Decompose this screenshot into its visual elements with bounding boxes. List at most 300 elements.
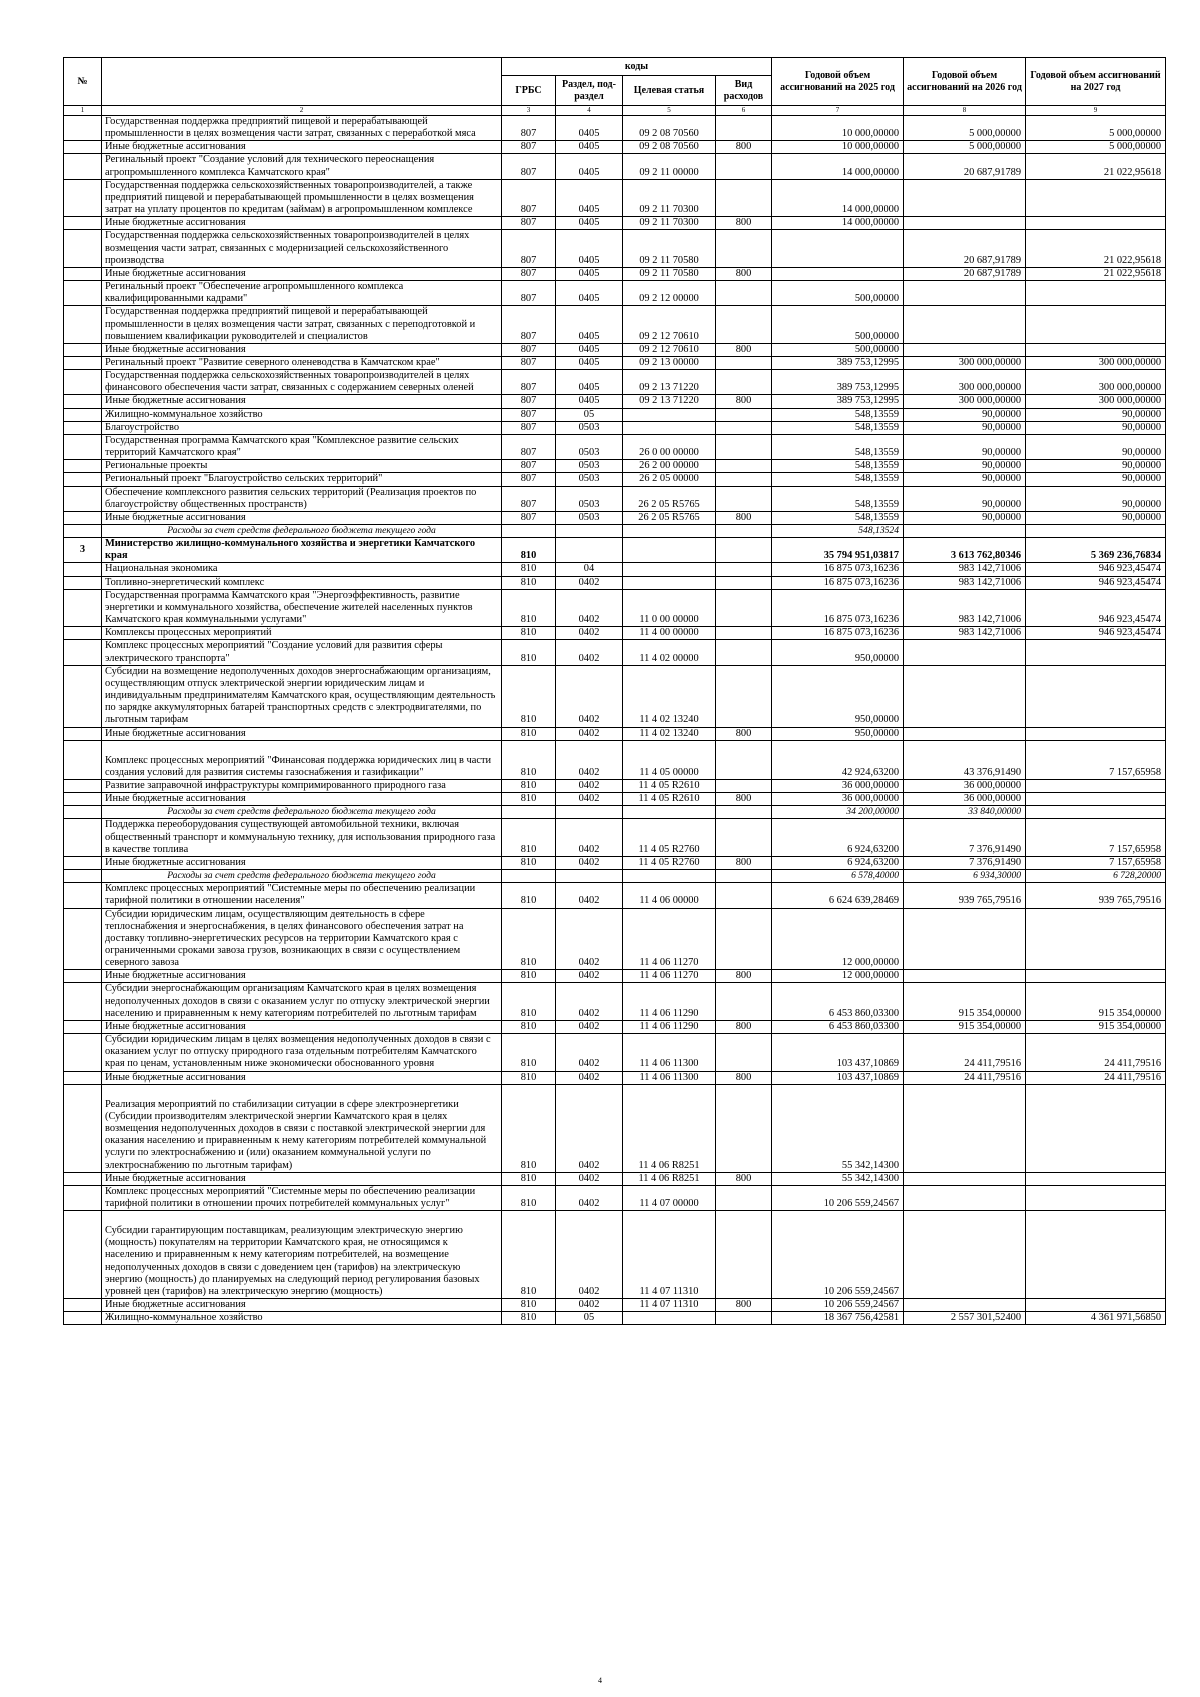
cell-section: 0405 [556, 179, 623, 216]
cell-2027: 5 000,00000 [1026, 116, 1166, 141]
cell-target: 09 2 13 00000 [623, 356, 716, 369]
cell-2027 [1026, 1172, 1166, 1185]
cell-kind: 800 [716, 970, 772, 983]
cell-grbs: 810 [502, 1020, 556, 1033]
cell-2025: 950,00000 [772, 727, 904, 740]
cell-kind: 800 [716, 343, 772, 356]
cell-kind [716, 740, 772, 779]
cell-2026: 983 142,71006 [904, 589, 1026, 626]
cell-section: 0402 [556, 627, 623, 640]
budget-table-sheet [63, 57, 1165, 1325]
cell-section: 0402 [556, 1299, 623, 1312]
cell-no [64, 473, 102, 486]
cell-2026: 7 376,91490 [904, 856, 1026, 869]
cell-target: 11 4 06 R8251 [623, 1084, 716, 1172]
cell-section: 0405 [556, 141, 623, 154]
cell-name: Субсидии юридическим лицам в целях возмещения недополученных доходов в связи с оказанием услуг по отпуску природного газа отдельным потребителям Камчатского края по ценам, установленным ниже экономически обоснованного уровня [102, 1034, 502, 1071]
cell-2027 [1026, 179, 1166, 216]
cell-2027: 946 923,45474 [1026, 576, 1166, 589]
cell-name: Национальная экономика [102, 563, 502, 576]
cell-2026 [904, 525, 1026, 538]
cell-2026 [904, 306, 1026, 343]
cell-no [64, 727, 102, 740]
cell-2027 [1026, 1299, 1166, 1312]
cell-grbs: 810 [502, 856, 556, 869]
cell-name: Обеспечение комплексного развития сельских территорий (Реализация проектов по благоустройству общественных пространств) [102, 486, 502, 511]
cell-grbs: 810 [502, 640, 556, 665]
cell-2026: 20 687,91789 [904, 154, 1026, 179]
cell-kind: 800 [716, 267, 772, 280]
cell-2025: 34 200,00000 [772, 806, 904, 819]
cell-no [64, 1299, 102, 1312]
cell-section: 0405 [556, 281, 623, 306]
cell-2027: 5 369 236,76834 [1026, 538, 1166, 563]
cell-no [64, 281, 102, 306]
cell-grbs: 810 [502, 793, 556, 806]
table-row [64, 116, 1166, 141]
cell-no [64, 740, 102, 779]
cell-name: Благоустройство [102, 421, 502, 434]
cell-2027: 24 411,79516 [1026, 1034, 1166, 1071]
cell-2026 [904, 640, 1026, 665]
table-row [64, 281, 1166, 306]
cell-target: 11 4 06 00000 [623, 883, 716, 908]
cell-grbs: 807 [502, 267, 556, 280]
cell-section: 0402 [556, 819, 623, 856]
cell-2027 [1026, 806, 1166, 819]
cell-grbs: 810 [502, 1185, 556, 1210]
cell-2026: 3 613 762,80346 [904, 538, 1026, 563]
cell-target: 11 4 02 13240 [623, 727, 716, 740]
cell-2025: 16 875 073,16236 [772, 576, 904, 589]
cell-no [64, 576, 102, 589]
cell-target [623, 563, 716, 576]
cell-target: 09 2 11 70580 [623, 230, 716, 267]
cell-kind [716, 779, 772, 792]
cell-2025: 548,13559 [772, 486, 904, 511]
cell-2025: 10 000,00000 [772, 116, 904, 141]
cell-no [64, 1172, 102, 1185]
cell-target [623, 576, 716, 589]
cell-section: 0503 [556, 473, 623, 486]
cell-no [64, 627, 102, 640]
cell-kind [716, 306, 772, 343]
cell-grbs: 807 [502, 116, 556, 141]
cell-no [64, 154, 102, 179]
cell-no [64, 1034, 102, 1071]
cell-name: Регинальный проект "Развитие северного оленеводства в Камчатском крае" [102, 356, 502, 369]
cell-grbs: 810 [502, 1299, 556, 1312]
table-row [64, 267, 1166, 280]
cell-kind: 800 [716, 727, 772, 740]
cell-grbs: 807 [502, 434, 556, 459]
cell-2026 [904, 665, 1026, 727]
table-row [64, 589, 1166, 626]
cell-grbs: 807 [502, 281, 556, 306]
cell-section: 0402 [556, 576, 623, 589]
cell-2027 [1026, 665, 1166, 727]
cell-name: Иные бюджетные ассигнования [102, 727, 502, 740]
cell-target: 09 2 12 00000 [623, 281, 716, 306]
cell-section: 0503 [556, 486, 623, 511]
cell-target: 11 4 02 13240 [623, 665, 716, 727]
cell-2027: 21 022,95618 [1026, 154, 1166, 179]
cell-grbs: 807 [502, 460, 556, 473]
cell-kind: 800 [716, 511, 772, 524]
cell-kind: 800 [716, 1020, 772, 1033]
cell-name: Топливно-энергетический комплекс [102, 576, 502, 589]
cell-name: Расходы за счет средств федерального бюджета текущего года [102, 806, 502, 819]
cell-kind [716, 356, 772, 369]
cell-name: Министерство жилищно-коммунального хозяйства и энергетики Камчатского края [102, 538, 502, 563]
cell-grbs: 807 [502, 217, 556, 230]
cell-no [64, 434, 102, 459]
cell-2026: 300 000,00000 [904, 356, 1026, 369]
cell-no [64, 856, 102, 869]
cell-kind [716, 116, 772, 141]
cell-kind: 800 [716, 793, 772, 806]
cell-2026: 20 687,91789 [904, 267, 1026, 280]
cell-no [64, 230, 102, 267]
cell-2025: 103 437,10869 [772, 1071, 904, 1084]
cell-section: 0405 [556, 217, 623, 230]
cell-2025: 6 453 860,03300 [772, 1020, 904, 1033]
cell-target: 09 2 12 70610 [623, 306, 716, 343]
cell-section: 0503 [556, 421, 623, 434]
cell-grbs: 810 [502, 627, 556, 640]
cell-no [64, 970, 102, 983]
header-grbs: ГРБС [502, 76, 556, 106]
cell-no [64, 793, 102, 806]
cell-2026: 90,00000 [904, 473, 1026, 486]
cell-grbs: 810 [502, 563, 556, 576]
cell-2025: 6 924,63200 [772, 819, 904, 856]
cell-section: 0405 [556, 395, 623, 408]
cell-section: 0402 [556, 589, 623, 626]
cell-2025: 389 753,12995 [772, 395, 904, 408]
cell-no [64, 819, 102, 856]
cell-target [623, 870, 716, 883]
cell-target: 11 4 06 R8251 [623, 1172, 716, 1185]
cell-kind [716, 908, 772, 970]
cell-target [623, 806, 716, 819]
cell-2025: 548,13559 [772, 473, 904, 486]
cell-target [623, 525, 716, 538]
cell-2027: 946 923,45474 [1026, 627, 1166, 640]
cell-kind [716, 230, 772, 267]
cell-kind [716, 1211, 772, 1299]
cell-2026: 5 000,00000 [904, 116, 1026, 141]
cell-name: Субсидии гарантирующим поставщикам, реализующим электрическую энергию (мощность) покупателям на территории Камчатского края, не относящимся к населению и приравненным к нему категориям потребителей, на возмещение недополученных доходов в связи с доведением цен (тарифов) на электрическую энергию (мощность) до планируемых на следующий период регулирования базовых уровней цен (тарифов) на электрическую энергию (мощность) [102, 1211, 502, 1299]
header-codes: коды [502, 58, 772, 76]
cell-2026: 90,00000 [904, 486, 1026, 511]
cell-target: 26 2 05 R5765 [623, 486, 716, 511]
cell-section: 0402 [556, 793, 623, 806]
cell-kind [716, 1312, 772, 1325]
cell-no: 3 [64, 538, 102, 563]
cell-grbs: 810 [502, 908, 556, 970]
table-row [64, 1172, 1166, 1185]
cell-2025 [772, 230, 904, 267]
cell-grbs: 810 [502, 740, 556, 779]
cell-2027: 7 157,65958 [1026, 740, 1166, 779]
cell-grbs [502, 806, 556, 819]
table-row [64, 970, 1166, 983]
cell-section: 0402 [556, 740, 623, 779]
cell-kind: 800 [716, 141, 772, 154]
cell-name: Региональный проект "Благоустройство сельских территорий" [102, 473, 502, 486]
cell-target: 09 2 12 70610 [623, 343, 716, 356]
cell-grbs: 807 [502, 154, 556, 179]
table-body [64, 116, 1166, 1325]
cell-2027 [1026, 1185, 1166, 1210]
table-row [64, 1034, 1166, 1071]
colnum-5: 5 [623, 106, 716, 116]
table-row [64, 1084, 1166, 1172]
cell-section: 0402 [556, 908, 623, 970]
cell-2026: 90,00000 [904, 434, 1026, 459]
cell-section [556, 870, 623, 883]
cell-section [556, 538, 623, 563]
cell-name: Государственная поддержка предприятий пищевой и перерабатывающей промышленности в целях возмещения части затрат, связанных с переработкой мяса [102, 116, 502, 141]
cell-grbs: 810 [502, 589, 556, 626]
cell-grbs: 810 [502, 1084, 556, 1172]
cell-kind [716, 665, 772, 727]
cell-2026 [904, 281, 1026, 306]
cell-2026: 90,00000 [904, 408, 1026, 421]
cell-target [623, 421, 716, 434]
cell-target: 09 2 11 70580 [623, 267, 716, 280]
cell-name: Государственная поддержка сельскохозяйственных товаропроизводителей в целях финансового обеспечения части затрат, связанных с содержанием северных оленей [102, 370, 502, 395]
cell-no [64, 563, 102, 576]
cell-name: Иные бюджетные ассигнования [102, 141, 502, 154]
cell-2026: 983 142,71006 [904, 627, 1026, 640]
cell-2025: 548,13559 [772, 511, 904, 524]
cell-no [64, 883, 102, 908]
cell-section: 05 [556, 1312, 623, 1325]
cell-2026 [904, 908, 1026, 970]
cell-no [64, 421, 102, 434]
cell-name: Государственная поддержка предприятий пищевой и перерабатывающей промышленности в целях возмещения части затрат, связанных с переподготовкой и повышением квалификации руководителей и специалистов [102, 306, 502, 343]
cell-name: Жилищно-коммунальное хозяйство [102, 1312, 502, 1325]
cell-no [64, 1312, 102, 1325]
table-row [64, 154, 1166, 179]
cell-no [64, 306, 102, 343]
cell-section: 0405 [556, 267, 623, 280]
cell-section: 0402 [556, 640, 623, 665]
cell-2027: 300 000,00000 [1026, 370, 1166, 395]
cell-name: Иные бюджетные ассигнования [102, 267, 502, 280]
cell-section: 0402 [556, 727, 623, 740]
cell-kind [716, 819, 772, 856]
cell-grbs: 807 [502, 408, 556, 421]
table-row [64, 727, 1166, 740]
cell-grbs: 810 [502, 665, 556, 727]
cell-target: 11 4 02 00000 [623, 640, 716, 665]
cell-2027 [1026, 779, 1166, 792]
cell-grbs: 807 [502, 473, 556, 486]
cell-target: 11 4 00 00000 [623, 627, 716, 640]
cell-target: 09 2 11 00000 [623, 154, 716, 179]
cell-no [64, 525, 102, 538]
ministry-row [64, 538, 1166, 563]
cell-kind: 800 [716, 856, 772, 869]
cell-grbs: 810 [502, 1071, 556, 1084]
cell-no [64, 460, 102, 473]
cell-2027: 300 000,00000 [1026, 395, 1166, 408]
header-no: № [64, 58, 102, 106]
cell-2025: 16 875 073,16236 [772, 563, 904, 576]
cell-grbs: 810 [502, 1312, 556, 1325]
cell-name: Иные бюджетные ассигнования [102, 1172, 502, 1185]
cell-no [64, 486, 102, 511]
cell-no [64, 779, 102, 792]
cell-name: Регинальный проект "Обеспечение агропромышленного комплекса квалифицированными кадрами" [102, 281, 502, 306]
cell-name: Развитие заправочной инфраструктуры компримированного природного газа [102, 779, 502, 792]
table-row [64, 1071, 1166, 1084]
table-row [64, 511, 1166, 524]
cell-2025: 548,13559 [772, 434, 904, 459]
cell-target: 11 4 06 11270 [623, 908, 716, 970]
cell-2027 [1026, 217, 1166, 230]
cell-section: 0402 [556, 1084, 623, 1172]
cell-target: 09 2 11 70300 [623, 179, 716, 216]
cell-kind [716, 563, 772, 576]
table-row [64, 460, 1166, 473]
budget-table [63, 57, 1166, 1325]
cell-2025: 389 753,12995 [772, 356, 904, 369]
header-kind: Вид расходов [716, 76, 772, 106]
cell-section: 0402 [556, 1185, 623, 1210]
cell-kind [716, 434, 772, 459]
cell-kind [716, 538, 772, 563]
cell-section: 0402 [556, 665, 623, 727]
cell-2026 [904, 179, 1026, 216]
table-row [64, 640, 1166, 665]
cell-2025: 10 000,00000 [772, 141, 904, 154]
cell-no [64, 1084, 102, 1172]
cell-name: Комплекс процессных мероприятий "Создание условий для развития сферы электрического транспорта" [102, 640, 502, 665]
cell-grbs: 807 [502, 141, 556, 154]
cell-2025: 548,13524 [772, 525, 904, 538]
column-numbers-row [64, 106, 1166, 116]
cell-2025: 548,13559 [772, 460, 904, 473]
cell-2027: 4 361 971,56850 [1026, 1312, 1166, 1325]
cell-2025: 500,00000 [772, 343, 904, 356]
cell-2027 [1026, 908, 1166, 970]
cell-name: Иные бюджетные ассигнования [102, 343, 502, 356]
cell-2027: 5 000,00000 [1026, 141, 1166, 154]
cell-kind [716, 589, 772, 626]
cell-2025: 548,13559 [772, 408, 904, 421]
cell-2026: 2 557 301,52400 [904, 1312, 1026, 1325]
cell-no [64, 589, 102, 626]
cell-target: 11 4 06 11300 [623, 1034, 716, 1071]
cell-grbs: 810 [502, 727, 556, 740]
cell-2025: 10 206 559,24567 [772, 1211, 904, 1299]
cell-kind [716, 281, 772, 306]
cell-grbs: 810 [502, 970, 556, 983]
table-row [64, 421, 1166, 434]
cell-name: Расходы за счет средств федерального бюджета текущего года [102, 870, 502, 883]
cell-section: 0503 [556, 434, 623, 459]
cell-grbs: 810 [502, 538, 556, 563]
cell-2025: 55 342,14300 [772, 1172, 904, 1185]
cell-target: 09 2 08 70560 [623, 116, 716, 141]
table-row [64, 434, 1166, 459]
table-row [64, 395, 1166, 408]
cell-target: 11 4 05 R2760 [623, 819, 716, 856]
cell-2026: 24 411,79516 [904, 1034, 1026, 1071]
header-target: Целевая статья [623, 76, 716, 106]
cell-2026 [904, 1299, 1026, 1312]
cell-no [64, 217, 102, 230]
cell-kind [716, 1185, 772, 1210]
federal-budget-row [64, 525, 1166, 538]
cell-grbs: 807 [502, 343, 556, 356]
cell-name: Иные бюджетные ассигнования [102, 970, 502, 983]
cell-2025: 55 342,14300 [772, 1084, 904, 1172]
cell-2025: 500,00000 [772, 306, 904, 343]
cell-2025: 35 794 951,03817 [772, 538, 904, 563]
cell-section: 0402 [556, 856, 623, 869]
cell-2025: 10 206 559,24567 [772, 1299, 904, 1312]
cell-target: 11 4 07 00000 [623, 1185, 716, 1210]
cell-section: 0402 [556, 1071, 623, 1084]
cell-section [556, 806, 623, 819]
cell-2026: 5 000,00000 [904, 141, 1026, 154]
table-row [64, 819, 1166, 856]
cell-name: Государственная поддержка сельскохозяйственных товаропроизводителей в целях возмещения части затрат, связанных с модернизацией сельскохозяйственного производства [102, 230, 502, 267]
cell-no [64, 1020, 102, 1033]
cell-section: 0503 [556, 460, 623, 473]
cell-no [64, 395, 102, 408]
cell-2026: 939 765,79516 [904, 883, 1026, 908]
cell-2025: 16 875 073,16236 [772, 627, 904, 640]
cell-no [64, 141, 102, 154]
cell-kind [716, 640, 772, 665]
table-row [64, 1299, 1166, 1312]
table-row [64, 141, 1166, 154]
cell-2026: 20 687,91789 [904, 230, 1026, 267]
cell-2026: 90,00000 [904, 460, 1026, 473]
table-row [64, 856, 1166, 869]
cell-section: 0405 [556, 356, 623, 369]
cell-2025 [772, 267, 904, 280]
cell-no [64, 370, 102, 395]
cell-2027: 300 000,00000 [1026, 356, 1166, 369]
cell-grbs: 807 [502, 370, 556, 395]
cell-2026: 7 376,91490 [904, 819, 1026, 856]
cell-section: 05 [556, 408, 623, 421]
cell-grbs [502, 525, 556, 538]
cell-no [64, 870, 102, 883]
cell-grbs: 807 [502, 179, 556, 216]
cell-2025: 12 000,00000 [772, 970, 904, 983]
cell-no [64, 511, 102, 524]
cell-target: 09 2 08 70560 [623, 141, 716, 154]
cell-no [64, 806, 102, 819]
table-row [64, 1185, 1166, 1210]
cell-name: Комплексы процессных мероприятий [102, 627, 502, 640]
cell-2027: 90,00000 [1026, 434, 1166, 459]
cell-no [64, 267, 102, 280]
cell-2025: 6 624 639,28469 [772, 883, 904, 908]
cell-section [556, 525, 623, 538]
cell-2027: 21 022,95618 [1026, 267, 1166, 280]
cell-target: 09 2 13 71220 [623, 370, 716, 395]
cell-grbs: 807 [502, 421, 556, 434]
